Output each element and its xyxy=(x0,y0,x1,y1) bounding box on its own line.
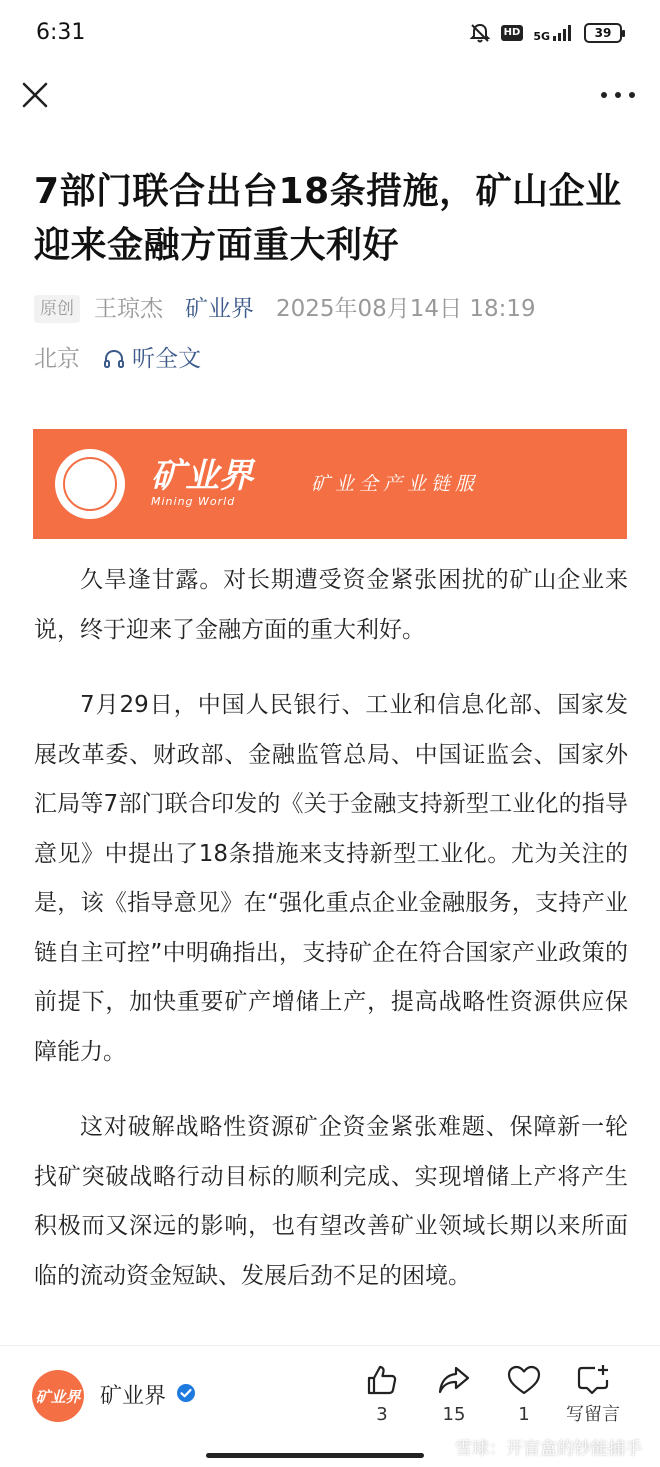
favorite-button[interactable] xyxy=(506,1362,542,1426)
write-comment-button[interactable] xyxy=(566,1362,620,1426)
body-paragraph: 久旱逢甘露。对长期遭受资金紧张困扰的矿山企业来说，终于迎来了金融方面的重大利好。 xyxy=(34,567,628,643)
signal-icon xyxy=(552,24,574,42)
watermark: 雪球：开盲盒的钞能捕手 xyxy=(455,1439,642,1459)
meta-line-2 xyxy=(34,340,634,378)
mute-icon xyxy=(469,22,491,44)
like-button[interactable] xyxy=(364,1362,400,1426)
banner-logo-main: 矿业界 xyxy=(151,456,253,496)
body-paragraph: 7月29日，中国人民银行、工业和信息化部、国家发展改革委、财政部、金融监管总局、中国证监会、国家外汇局等7部门联合印发的《关于金融支持新型工业化的指导意见》中提出了18条措施来支持新型工业化。尤为关注的是，该《指导意见》在“强化重点企业金融服务，支持产业链自主可控”中明确指出，支持矿企在符合国家产业政策的前提下，加快重要矿产增储上产，提高战略性资源供应保障能力。 xyxy=(34,692,628,1065)
publish-datetime: 2025年08月14日 18:19 xyxy=(276,296,536,322)
article-title: 7部门联合出台18条措施，矿山企业迎来金融方面重大利好 xyxy=(34,171,622,266)
status-bar xyxy=(0,0,660,70)
body-paragraph: 这对破解战略性资源矿企资金紧张难题、保障新一轮找矿突破战略行动目标的顺利完成、实现增储上产将产生积极而又深远的影响，也有望改善矿业领域长期以来所面临的流动资金短缺、发展后劲不足的困境。 xyxy=(34,1114,628,1289)
favorite-count: 1 xyxy=(518,1404,530,1425)
bottom-action-bar xyxy=(0,1345,660,1445)
comment-add-icon xyxy=(575,1362,611,1398)
home-indicator[interactable] xyxy=(206,1453,424,1458)
article-body xyxy=(34,556,628,1327)
status-time: 6:31 xyxy=(36,20,86,45)
banner-logo xyxy=(151,457,253,509)
write-comment-label: 写留言 xyxy=(566,1404,620,1425)
status-icons xyxy=(469,22,622,44)
close-icon[interactable] xyxy=(18,78,52,112)
share-icon xyxy=(436,1362,472,1398)
listen-button[interactable] xyxy=(102,340,201,378)
banner-logo-sub: Mining World xyxy=(151,495,236,508)
heart-icon xyxy=(506,1362,542,1398)
headphones-icon xyxy=(102,347,126,371)
banner-slogan: 矿业全产业链服 xyxy=(311,473,480,495)
battery-indicator: 39 xyxy=(584,23,622,43)
nav-bar xyxy=(0,70,660,126)
more-icon[interactable] xyxy=(598,80,638,110)
hd-badge: HD xyxy=(501,25,524,41)
share-count: 15 xyxy=(442,1404,466,1425)
seal-logo-icon xyxy=(55,449,125,519)
network-type-label: 5G xyxy=(533,30,550,43)
signal-group xyxy=(533,24,574,42)
listen-label: 听全文 xyxy=(132,346,201,372)
brand-banner xyxy=(33,429,627,539)
like-count: 3 xyxy=(376,1404,388,1425)
seal-logo-ring xyxy=(63,457,117,511)
share-button[interactable] xyxy=(436,1362,472,1426)
original-tag: 原创 xyxy=(34,295,80,323)
thumbs-up-icon xyxy=(364,1362,400,1398)
meta-line-1 xyxy=(34,290,634,328)
account-name[interactable]: 矿业界 xyxy=(100,1384,167,1409)
account-avatar[interactable]: 矿业界 xyxy=(32,1370,84,1422)
publish-location: 北京 xyxy=(34,346,80,372)
source-account-link[interactable]: 矿业界 xyxy=(185,296,254,322)
verified-badge-icon xyxy=(176,1383,196,1403)
author-name: 王琼杰 xyxy=(94,296,163,322)
article-meta xyxy=(34,290,634,378)
